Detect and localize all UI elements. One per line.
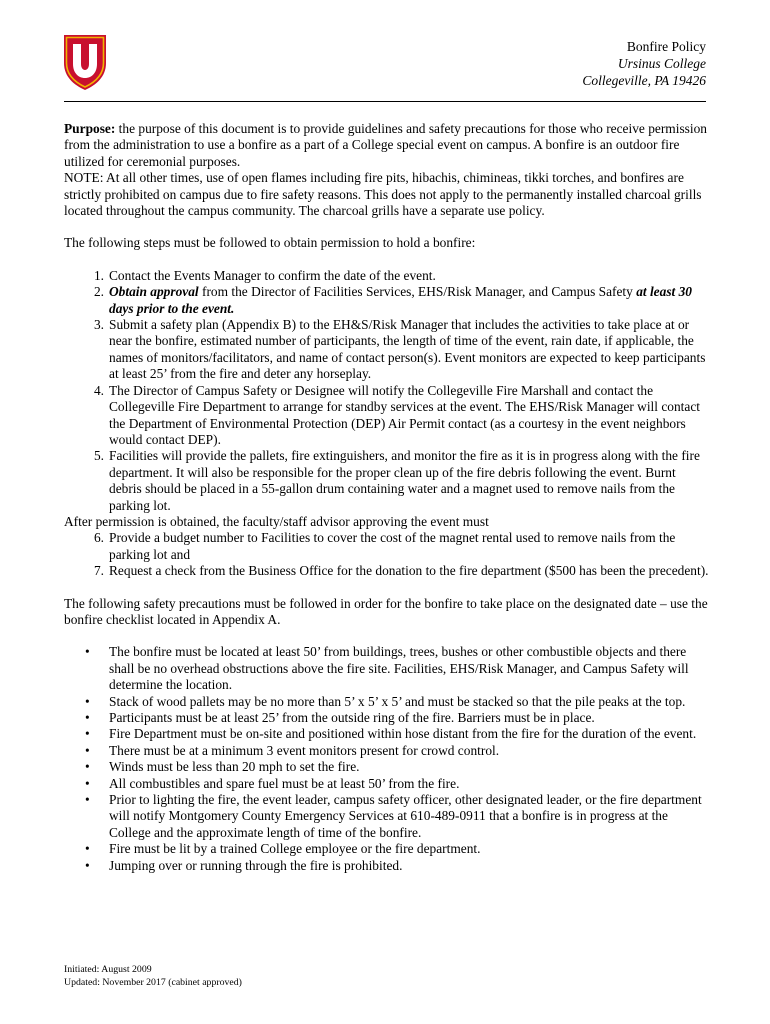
precaution-item [64, 726, 710, 742]
precaution-text: The bonfire must be located at least 50’ from buildings, trees, bushes or other combustible objects and there shall be no overhead obstructions above the fire site. Facilities, EHS/Risk Manager, and Campus Safety will determine the location. [109, 644, 689, 693]
bullet-icon: • [85, 742, 90, 758]
precaution-text: Stack of wood pallets may be no more than 5’ x 5’ x 5’ and must be stacked so that the pile peaks at the top. [109, 693, 686, 709]
precaution-item [64, 841, 710, 857]
precaution-text: All combustibles and spare fuel must be at least 50’ from the fire. [109, 775, 460, 791]
precaution-item [64, 776, 710, 792]
precaution-text: There must be at a minimum 3 event monitors present for crowd control. [109, 742, 500, 758]
step-number: 3. [93, 317, 104, 333]
step-number: 7. [93, 563, 104, 579]
document-body [64, 121, 710, 874]
precaution-item [64, 759, 710, 775]
step-item [64, 563, 710, 579]
bullet-icon: • [85, 693, 90, 709]
purpose-text: the purpose of this document is to provide guidelines and safety precautions for those who receive permission from the administration to use a bonfire as a part of a College special event on campus. A bonfire is an outdoor fire utilized for ceremonial purposes. [64, 121, 707, 169]
step-item [64, 268, 710, 284]
bullet-icon: • [85, 726, 90, 742]
step-text: from the Director of Facilities Services, EHS/Risk Manager, and Campus Safety [198, 284, 637, 300]
step-text: Provide a budget number to Facilities to cover the cost of the magnet rental used to remove nails from the parking lot and [109, 530, 676, 562]
policy-title: Bonfire Policy [626, 39, 706, 54]
initiated-date: Initiated: August 2009 [64, 964, 152, 975]
bullet-icon: • [85, 841, 90, 857]
advisor-steps-list [64, 530, 710, 579]
bullet-icon: • [85, 857, 90, 873]
precautions-intro: The following safety precautions must be followed in order for the bonfire to take place on the designated date – use the bonfire checklist located in Appendix A. [64, 595, 708, 627]
steps-intro: The following steps must be followed to obtain permission to hold a bonfire: [64, 235, 476, 251]
precaution-text: Participants must be at least 25’ from the outside ring of the fire. Barriers must be in place. [109, 710, 595, 725]
bullet-icon: • [85, 759, 90, 775]
college-name: Ursinus College [617, 56, 706, 71]
step-deadline: at least 30 days prior to the event. [109, 284, 692, 316]
step-text: Facilities will provide the pallets, fire extinguishers, and monitor the fire as it is in progress along with the fire department. It will also be responsible for the proper clean up of the fire debris following the event. Burnt debris should be placed in a 55-gallon drum containing water and a magnet used to remove nails from the parking lot. [109, 448, 700, 513]
precaution-text: Fire Department must be on-site and positioned within hose distant from the fire for the duration of the event. [109, 726, 697, 742]
step-emphasis: Obtain approval [109, 284, 199, 300]
step-number: 6. [93, 530, 104, 546]
step-text: Contact the Events Manager to confirm the date of the event. [109, 267, 436, 283]
precaution-text: Jumping over or running through the fire is prohibited. [109, 857, 403, 873]
step-item [64, 383, 710, 449]
step-text: The Director of Campus Safety or Designee will notify the Collegeville Fire Marshall and contact the Collegeville Fire Department to arrange for standby services at the event. The EHS/Risk Manager will contact the Department of Environmental Protection (DEP) Air Permit contact (as a courtesy in the event neighbors would contact DEP). [109, 382, 700, 447]
document-header [582, 38, 706, 89]
step-number: 4. [93, 382, 104, 398]
permission-steps-list [64, 268, 710, 514]
step-number: 2. [93, 284, 104, 300]
precaution-item [64, 644, 710, 693]
precaution-text: Prior to lighting the fire, the event leader, campus safety officer, other designated leader, or the fire department will notify Montgomery County Emergency Services at 610-489-0911 that a bonfire is in progress at the College and the approximate length of time of the bonfire. [109, 792, 702, 840]
document-footer [64, 964, 242, 989]
precaution-item [64, 694, 710, 710]
precaution-item [64, 858, 710, 874]
step-item [64, 284, 710, 317]
after-permission-text: After permission is obtained, the faculty/staff advisor approving the event must [64, 513, 489, 529]
precaution-item [64, 792, 710, 841]
step-item [64, 317, 710, 383]
precaution-text: Fire must be lit by a trained College employee or the fire department. [109, 841, 481, 857]
step-item [64, 530, 710, 563]
precaution-text: Winds must be less than 20 mph to set the fire. [109, 759, 360, 775]
college-location: Collegeville, PA 19426 [582, 73, 706, 88]
bullet-icon: • [85, 644, 90, 660]
purpose-paragraph [64, 121, 710, 170]
step-number: 1. [93, 267, 104, 283]
header-divider [64, 101, 706, 102]
ursinus-shield-icon [62, 33, 108, 91]
purpose-label: Purpose: [64, 121, 116, 136]
bullet-icon: • [85, 775, 90, 791]
step-text: Submit a safety plan (Appendix B) to the EH&S/Risk Manager that includes the activities to take place at or near the bonfire, estimated number of participants, the length of time of the event, rain date, if applicable, the names of monitors/facilitators, and name of contact person(s). Event monitors are expected to keep participants at least 25’ from the fire and deter any horseplay. [109, 317, 706, 382]
precaution-item [64, 743, 710, 759]
bullet-icon: • [85, 792, 90, 808]
step-number: 5. [93, 448, 104, 464]
precaution-item [64, 710, 710, 726]
step-text: Request a check from the Business Office for the donation to the fire department ($500 has been the precedent). [109, 563, 709, 579]
updated-date: Updated: November 2017 (cabinet approved) [64, 976, 242, 988]
note-paragraph: NOTE: At all other times, use of open flames including fire pits, hibachis, chimineas, tikki torches, and bonfires are strictly prohibited on campus due to fire safety reasons. This does not apply to the permanently installed charcoal grills located throughout the campus community. The charcoal grills have a separate use policy. [64, 170, 702, 219]
step-item [64, 448, 710, 514]
bullet-icon: • [85, 710, 90, 725]
safety-precautions-list [64, 644, 710, 874]
